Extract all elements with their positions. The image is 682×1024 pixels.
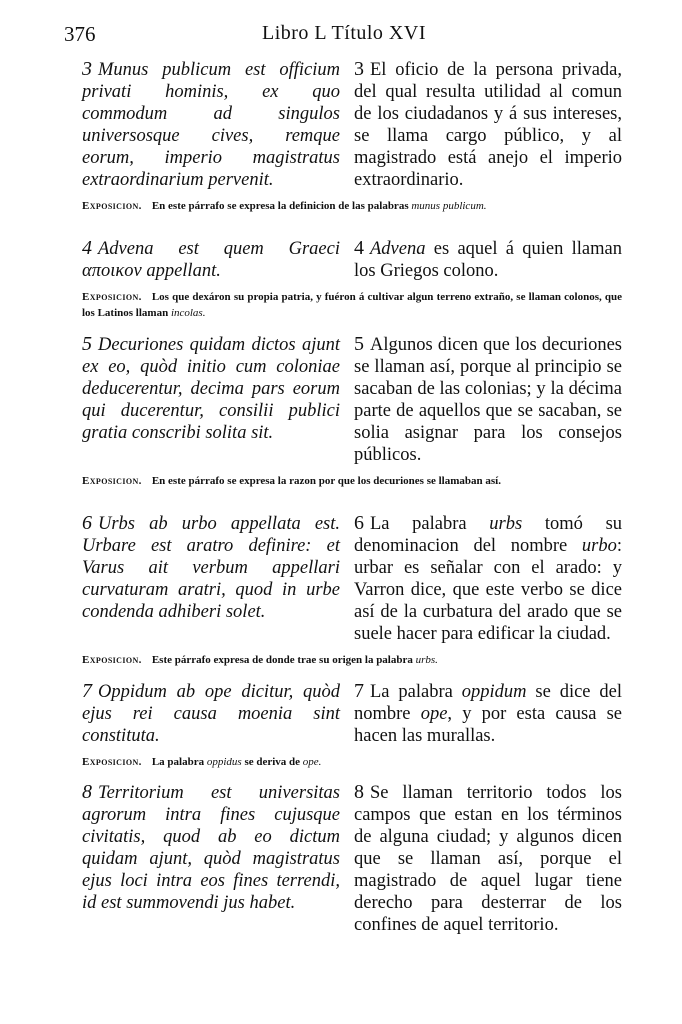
entry-number: 6 — [354, 512, 364, 534]
spanish-text — [354, 237, 622, 282]
note-text: Este párrafo expresa de donde trae su origen la palabra — [151, 654, 413, 666]
entry-number: 8 — [354, 781, 364, 803]
latin-text — [82, 333, 340, 466]
entry-number: 8 — [82, 781, 92, 803]
note-text-tail: se deriva de — [244, 756, 301, 768]
exposicion-note — [82, 754, 622, 770]
spanish-italic-term: urbo — [581, 536, 617, 556]
entry-number: 3 — [354, 58, 364, 80]
entry-number: 3 — [82, 58, 92, 80]
spanish-text — [354, 58, 622, 191]
note-italic-term: urbs. — [415, 654, 438, 666]
spanish-paragraph: Se llaman territorio todos los campos que estan en los términos de alguna ciudad; y algunos dicen que se llaman así, porque el magistrado de aquel lugar tiene derecho para desterrar de los confines de aquel territorio. — [354, 783, 622, 935]
entry-3 — [82, 58, 622, 214]
note-label: Exposicion. — [82, 291, 142, 303]
latin-paragraph: Territorium est universitas agrorum intra fines cujusque civitatis, quod ab eo dictum quidam ajunt, quòd magistratus ejus loci intra eos fines terrendi, id est summovendi jus habet. — [82, 783, 340, 913]
note-italic-term: munus publicum. — [411, 200, 487, 212]
exposicion-note — [82, 289, 622, 321]
spanish-italic-term: oppidum — [461, 682, 527, 702]
entry-5 — [82, 333, 622, 489]
latin-paragraph: Advena est quem Graeci αποικον appellant. — [82, 239, 340, 281]
note-label: Exposicion. — [82, 654, 142, 666]
spanish-text — [354, 781, 622, 936]
latin-text — [82, 680, 340, 747]
note-italic-term: oppidus — [206, 756, 242, 768]
note-text: En este párrafo se expresa la definicion de las palabras — [151, 200, 409, 212]
entry-number: 4 — [354, 237, 364, 259]
spanish-fragment: La palabra — [370, 514, 467, 534]
entry-8 — [82, 781, 622, 936]
exposicion-note — [82, 198, 622, 214]
entry-7-columns — [82, 680, 622, 747]
spanish-fragment: tomó su denominacion del nombre — [354, 514, 623, 556]
exposicion-note — [82, 652, 622, 668]
running-title: Libro L Título XVI — [262, 22, 426, 44]
entry-4 — [82, 237, 622, 321]
spanish-fragment: : urbar es señalar con el arado: y Varron dice, que este verbo se dice así de la curbatura del arado que se suele hacer para edificar la ciudad. — [354, 536, 623, 644]
latin-text — [82, 512, 340, 645]
spanish-fragment: La palabra — [370, 682, 453, 702]
latin-paragraph: Oppidum ab ope dicitur, quòd ejus rei causa moenia sint constituta. — [82, 682, 340, 746]
page-header — [64, 20, 624, 54]
latin-paragraph: Decuriones quidam dictos ajunt ex eo, quòd initio cum coloniae deducerentur, decima pars eorum qui ducerentur, consilii publici gratia conscribi solita sit. — [82, 335, 340, 443]
spanish-italic-term: urbs — [489, 514, 523, 534]
latin-paragraph: Munus publicum est officium privati hominis, ex quo commodum ad singulos universosque cives, remque eorum, imperio magistratus extraordinarium pervenit. — [82, 60, 340, 190]
spanish-italic-term: Advena — [370, 239, 426, 259]
spanish-italic-term: ope — [420, 704, 448, 724]
entry-3-columns — [82, 58, 622, 191]
note-text: En este párrafo se expresa la razon por que los decuriones se llamaban así. — [151, 475, 501, 487]
spanish-paragraph: Algunos dicen que los decuriones se llaman así, porque al principio se sacaban de las colonias; y la décima parte de aquellos que se sacaban, se solia asignar para los consejos públicos. — [354, 335, 622, 465]
entry-number: 7 — [82, 680, 92, 702]
entry-7 — [82, 680, 622, 770]
entry-number: 6 — [82, 512, 92, 534]
note-label: Exposicion. — [82, 475, 142, 487]
latin-text — [82, 781, 340, 936]
note-label: Exposicion. — [82, 200, 142, 212]
spanish-fragment: , y por esta causa se hacen las murallas. — [354, 704, 623, 746]
entry-6 — [82, 512, 622, 668]
note-text: La palabra — [151, 756, 205, 768]
entry-5-columns — [82, 333, 622, 466]
spanish-paragraph: es aquel á quien llaman los Griegos colono. — [354, 239, 622, 281]
latin-text — [82, 58, 340, 191]
entry-8-columns — [82, 781, 622, 936]
spanish-text — [354, 333, 622, 466]
spanish-fragment: se dice del nombre — [354, 682, 623, 724]
spanish-text — [354, 512, 622, 645]
latin-paragraph: Urbs ab urbo appellata est. Urbare est aratro definire: et Varus ait verbum appellari curvaturam aratri, quod in urbe condenda adhiberi solet. — [82, 514, 340, 622]
page-number: 376 — [64, 22, 96, 46]
latin-text — [82, 237, 340, 282]
note-italic-term: incolas. — [170, 307, 206, 319]
note-text: Los que dexáron su propia patria, y fuéron á cultivar algun terreno extraño, se llaman colonos, que los Latinos llaman — [82, 291, 622, 319]
entry-number: 5 — [354, 333, 364, 355]
spanish-paragraph: El oficio de la persona privada, del qual resulta utilidad al comun de los ciudadanos y á sus intereses, se llama cargo público, y al magistrado está anejo el imperio extraordinario. — [354, 60, 622, 190]
note-italic-term: ope. — [302, 756, 322, 768]
entry-number: 5 — [82, 333, 92, 355]
entry-6-columns — [82, 512, 622, 645]
entry-4-columns — [82, 237, 622, 282]
exposicion-note — [82, 473, 622, 489]
entry-number: 4 — [82, 237, 92, 259]
entry-number: 7 — [354, 680, 364, 702]
spanish-text — [354, 680, 622, 747]
note-label: Exposicion. — [82, 756, 142, 768]
